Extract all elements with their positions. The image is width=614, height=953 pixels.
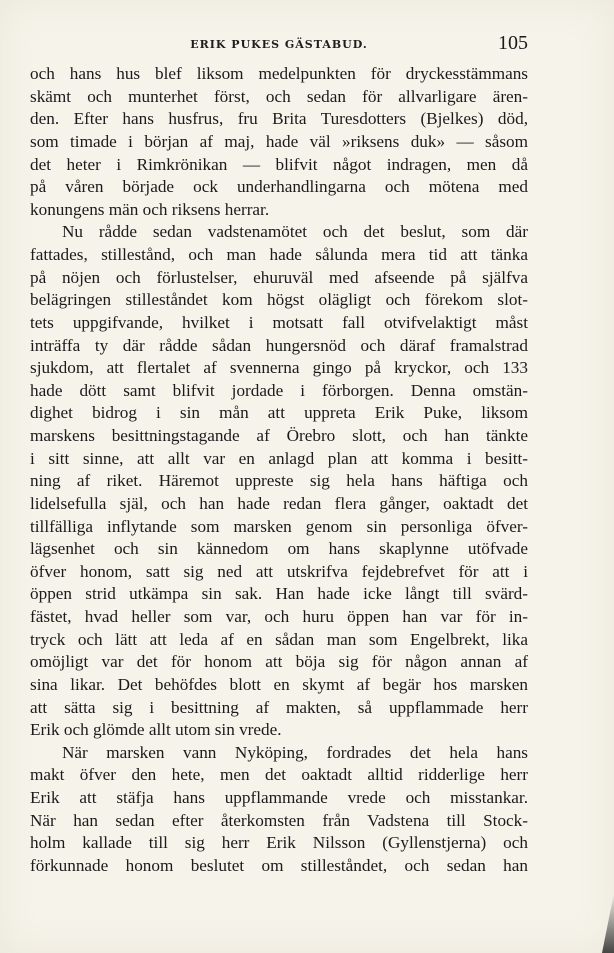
text-line: skämt och munterhet först, och sedan för allvarligare ären- <box>30 86 528 106</box>
text-line: sjukdom, att flertalet af svennerna gingo på kryckor, och 133 <box>30 358 528 378</box>
text-line: att sätta sig i besittning af makten, så uppflammade herr <box>30 697 528 717</box>
text-line: Nu rådde sedan vadstenamötet och det beslut, som där <box>62 222 528 242</box>
text-line: hade dött samt blifvit jordade i förborgen. Denna omstän- <box>30 380 528 400</box>
text-line: på våren började ock underhandlingarna och mötena med <box>30 177 528 197</box>
text-line: det heter i Rimkrönikan — blifvit något indragen, men då <box>30 154 528 174</box>
page-header <box>30 32 528 56</box>
text-line: lidelsefulla själ, och han hade redan flera gånger, oaktadt det <box>30 493 528 513</box>
text-line: tets uppgifvande, hvilket i motsatt fall otvifvelaktigt måst <box>30 312 528 332</box>
text-line: sina likar. Det behöfdes blott en skymt af begär hos marsken <box>30 674 528 694</box>
text-line: lägsenhet och sin kännedom om hans skaplynne utöfvade <box>30 539 528 559</box>
text-line: öppen strid utkämpa sin sak. Han hade icke långt till svärd- <box>30 584 528 604</box>
page-number: 105 <box>498 32 528 54</box>
text-line: holm kallade till sig herr Erik Nilsson (Gyllenstjerna) och <box>30 833 528 853</box>
text-line: fästet, hvad heller som var, och huru öppen han var för in- <box>30 607 528 626</box>
body-text <box>30 63 528 878</box>
text-line: Erik och glömde allt utom sin vrede. <box>30 720 282 740</box>
text-line: marskens besittningstagande af Örebro slott, och han tänkte <box>30 426 528 445</box>
text-line: den. Efter hans husfrus, fru Brita Turesdotters (Bjelkes) död, <box>30 109 528 129</box>
running-head: ERIK PUKES GÄSTABUD. <box>190 38 368 51</box>
text-line: När han sedan efter återkomsten från Vadstena till Stock- <box>30 810 528 830</box>
page-edge-shadow <box>602 893 614 953</box>
text-line: makt öfver den hete, men det oaktadt alltid ridderlige herr <box>30 765 528 785</box>
text-line: förkunnade honom beslutet om stilleståndet, och sedan han <box>30 855 528 875</box>
text-line: öfver honom, satt sig ned att utskrifva fejdebrefvet för att i <box>30 561 528 581</box>
text-line: dighet bidrog i sin mån att uppreta Erik Puke, liksom <box>30 403 528 423</box>
text-line: omöjligt var det för honom att böja sig för någon annan af <box>30 652 528 672</box>
text-line: ning af riket. Häremot uppreste sig hela hans häftiga och <box>30 471 528 491</box>
text-line: som timade i början af maj, hade väl »riksens duk» — såsom <box>30 131 528 151</box>
text-line: konungens män och riksens herrar. <box>30 199 270 219</box>
text-line: inträffa ty där rådde sådan hungersnöd och däraf framalstrad <box>30 335 528 355</box>
text-line: tryck och lätt att leda af en sådan man som Engelbrekt, lika <box>30 629 528 649</box>
text-line: och hans hus blef liksom medelpunkten för dryckesstämmans <box>30 64 528 83</box>
text-line: fattades, stillestånd, och man hade sålunda mera tid att tänka <box>30 245 528 264</box>
text-line: Erik att stäfja hans uppflammande vrede och misstankar. <box>30 788 528 807</box>
text-line: belägringen stilleståndet kom högst olägligt och förekom slot- <box>30 290 528 310</box>
text-line: i sitt sinne, att allt var en anlagd plan att komma i besitt- <box>30 448 528 468</box>
text-line: När marsken vann Nyköping, fordrades det hela hans <box>62 742 528 762</box>
text-line: på nöjen och förlustelser, ehuruväl med afseende på själfva <box>30 267 528 287</box>
text-line: tillfälliga inflytande som marsken genom sin personliga öfver- <box>30 516 528 536</box>
